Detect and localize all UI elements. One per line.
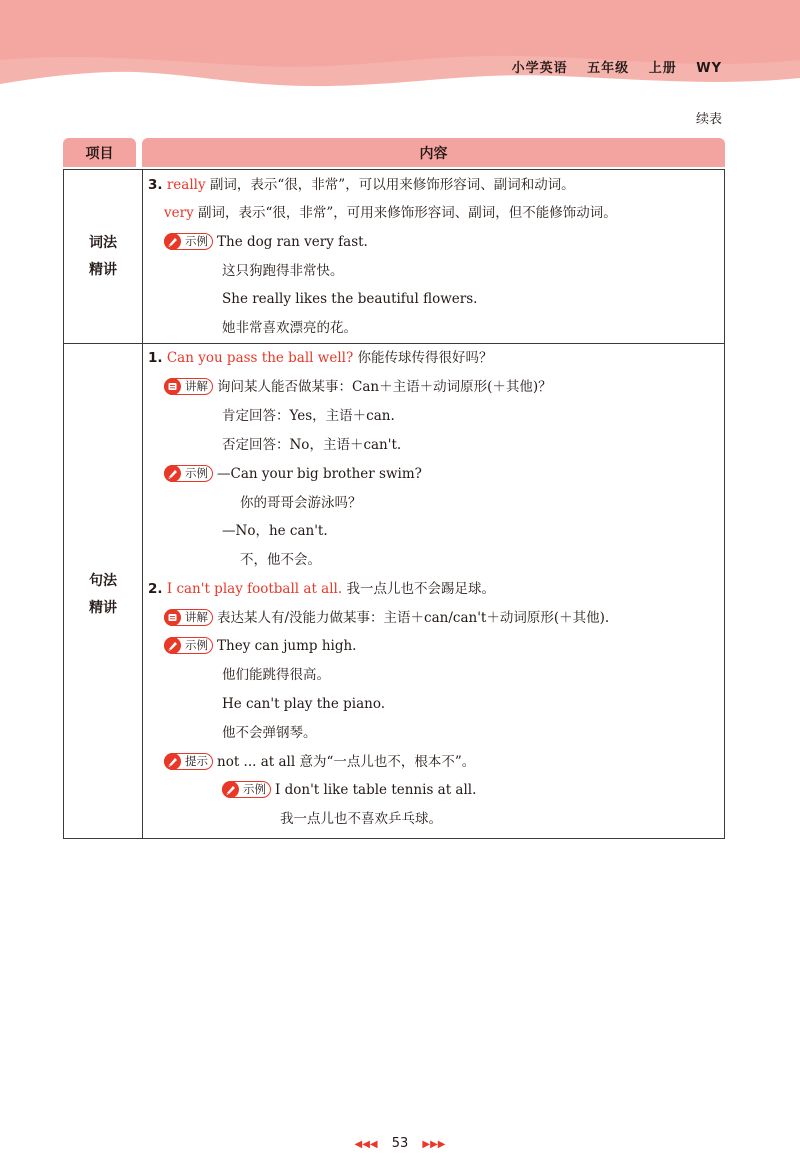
book-icon	[164, 609, 181, 626]
line-text: 副词，表示“很，非常”，可用来修饰形容词、副词，但不能修饰动词。	[193, 205, 617, 221]
tag-label: 示例	[243, 782, 266, 796]
explanation-tag	[164, 609, 213, 626]
book-icon	[164, 378, 181, 395]
pencil-icon	[164, 637, 181, 654]
line-text: 副词，表示“很，非常”，可以用来修饰形容词、副词和动词。	[205, 177, 575, 193]
tag-label: 讲解	[185, 610, 208, 624]
line-text: 表达某人有/没能力做某事：主语＋can/can't＋动词原形(＋其他).	[217, 610, 610, 626]
pencil-icon	[164, 465, 181, 482]
highlight-text: very	[164, 205, 194, 221]
table-body	[63, 169, 725, 839]
item-number: 1.	[148, 350, 163, 366]
top-banner	[0, 0, 800, 100]
tag-label: 示例	[185, 234, 208, 248]
content-line	[164, 377, 552, 397]
content-line	[222, 521, 328, 541]
line-text: 我一点儿也不会踢足球。	[342, 581, 495, 597]
content-line	[222, 289, 477, 309]
category-line: 精讲	[89, 600, 117, 616]
example-tag	[222, 781, 271, 798]
line-text: 不，他不会。	[240, 552, 321, 568]
example-tag	[164, 465, 213, 482]
line-text: 这只狗跑得非常快。	[222, 263, 344, 279]
tag-label: 示例	[185, 638, 208, 652]
content-line	[222, 406, 395, 426]
pencil-icon	[222, 781, 239, 798]
category-line: 词法	[89, 235, 117, 251]
highlight-text: really	[166, 177, 206, 193]
content-line	[222, 318, 357, 338]
content-line	[148, 175, 575, 195]
highlight-text: I can't play football at all.	[166, 581, 343, 597]
content-line	[222, 780, 476, 800]
line-text: 我一点儿也不喜欢乒乓球。	[280, 811, 442, 827]
line-text: 他们能跳得很高。	[222, 667, 330, 683]
tag-label: 提示	[185, 754, 208, 768]
continued-label: 续表	[695, 112, 722, 127]
line-text: —No，he can't.	[222, 523, 328, 539]
book-edition: WY	[696, 61, 722, 76]
explanation-tag	[164, 378, 213, 395]
column-header-content: 内容	[142, 138, 725, 167]
line-text: 你的哥哥会游泳吗？	[240, 495, 362, 511]
page-footer	[0, 1136, 800, 1151]
item-number: 2.	[148, 581, 163, 597]
prev-arrows-icon: ◀◀◀	[354, 1139, 378, 1150]
row-divider	[64, 343, 724, 344]
column-divider	[142, 170, 143, 838]
grammar-table	[63, 138, 725, 838]
book-header	[498, 57, 722, 76]
tip-tag	[164, 753, 213, 770]
page-number: 53	[391, 1136, 409, 1151]
line-text: The dog ran very fast.	[217, 234, 368, 250]
line-text: I don't like table tennis at all.	[275, 782, 477, 798]
content-line	[164, 232, 368, 252]
line-text: 否定回答：No，主语＋can't.	[222, 437, 402, 453]
content-line	[164, 752, 475, 772]
content-line	[222, 261, 344, 281]
book-subject: 小学英语	[511, 61, 568, 76]
category-syntax	[64, 568, 142, 622]
line-text: 他不会弹钢琴。	[222, 725, 317, 741]
line-text: They can jump high.	[217, 638, 357, 654]
category-line: 句法	[89, 573, 117, 589]
example-tag	[164, 637, 213, 654]
column-header-item: 项目	[63, 138, 136, 167]
item-number: 3.	[148, 177, 163, 193]
content-line	[164, 203, 617, 223]
book-volume: 上册	[648, 61, 677, 76]
content-line	[240, 493, 362, 513]
tag-label: 示例	[185, 466, 208, 480]
line-text: —Can your big brother swim?	[217, 466, 422, 482]
content-line	[148, 579, 495, 599]
content-line	[164, 636, 356, 656]
content-line	[222, 723, 317, 743]
content-line	[148, 348, 493, 368]
content-line	[280, 809, 442, 829]
category-line: 精讲	[89, 262, 117, 278]
content-line	[222, 694, 385, 714]
highlight-text: Can you pass the ball well?	[166, 350, 354, 366]
line-text: 她非常喜欢漂亮的花。	[222, 320, 357, 336]
category-morphology	[64, 230, 142, 284]
pencil-icon	[164, 233, 181, 250]
content-line	[164, 608, 609, 628]
next-arrows-icon: ▶▶▶	[422, 1139, 446, 1150]
tag-label: 讲解	[185, 379, 208, 393]
line-text: He can't play the piano.	[222, 696, 385, 712]
content-line	[222, 435, 401, 455]
content-line	[222, 665, 330, 685]
content-line	[240, 550, 321, 570]
content-line	[164, 464, 422, 484]
line-text: She really likes the beautiful flowers.	[222, 291, 478, 307]
line-text: 肯定回答：Yes，主语＋can.	[222, 408, 395, 424]
line-text: 你能传球传得很好吗？	[353, 350, 493, 366]
book-grade: 五年级	[587, 61, 630, 76]
line-text: 询问某人能否做某事：Can＋主语＋动词原形(＋其他)？	[217, 379, 552, 395]
example-tag	[164, 233, 213, 250]
line-text: not ... at all 意为“一点儿也不，根本不”。	[217, 754, 476, 770]
pencil-icon	[164, 753, 181, 770]
